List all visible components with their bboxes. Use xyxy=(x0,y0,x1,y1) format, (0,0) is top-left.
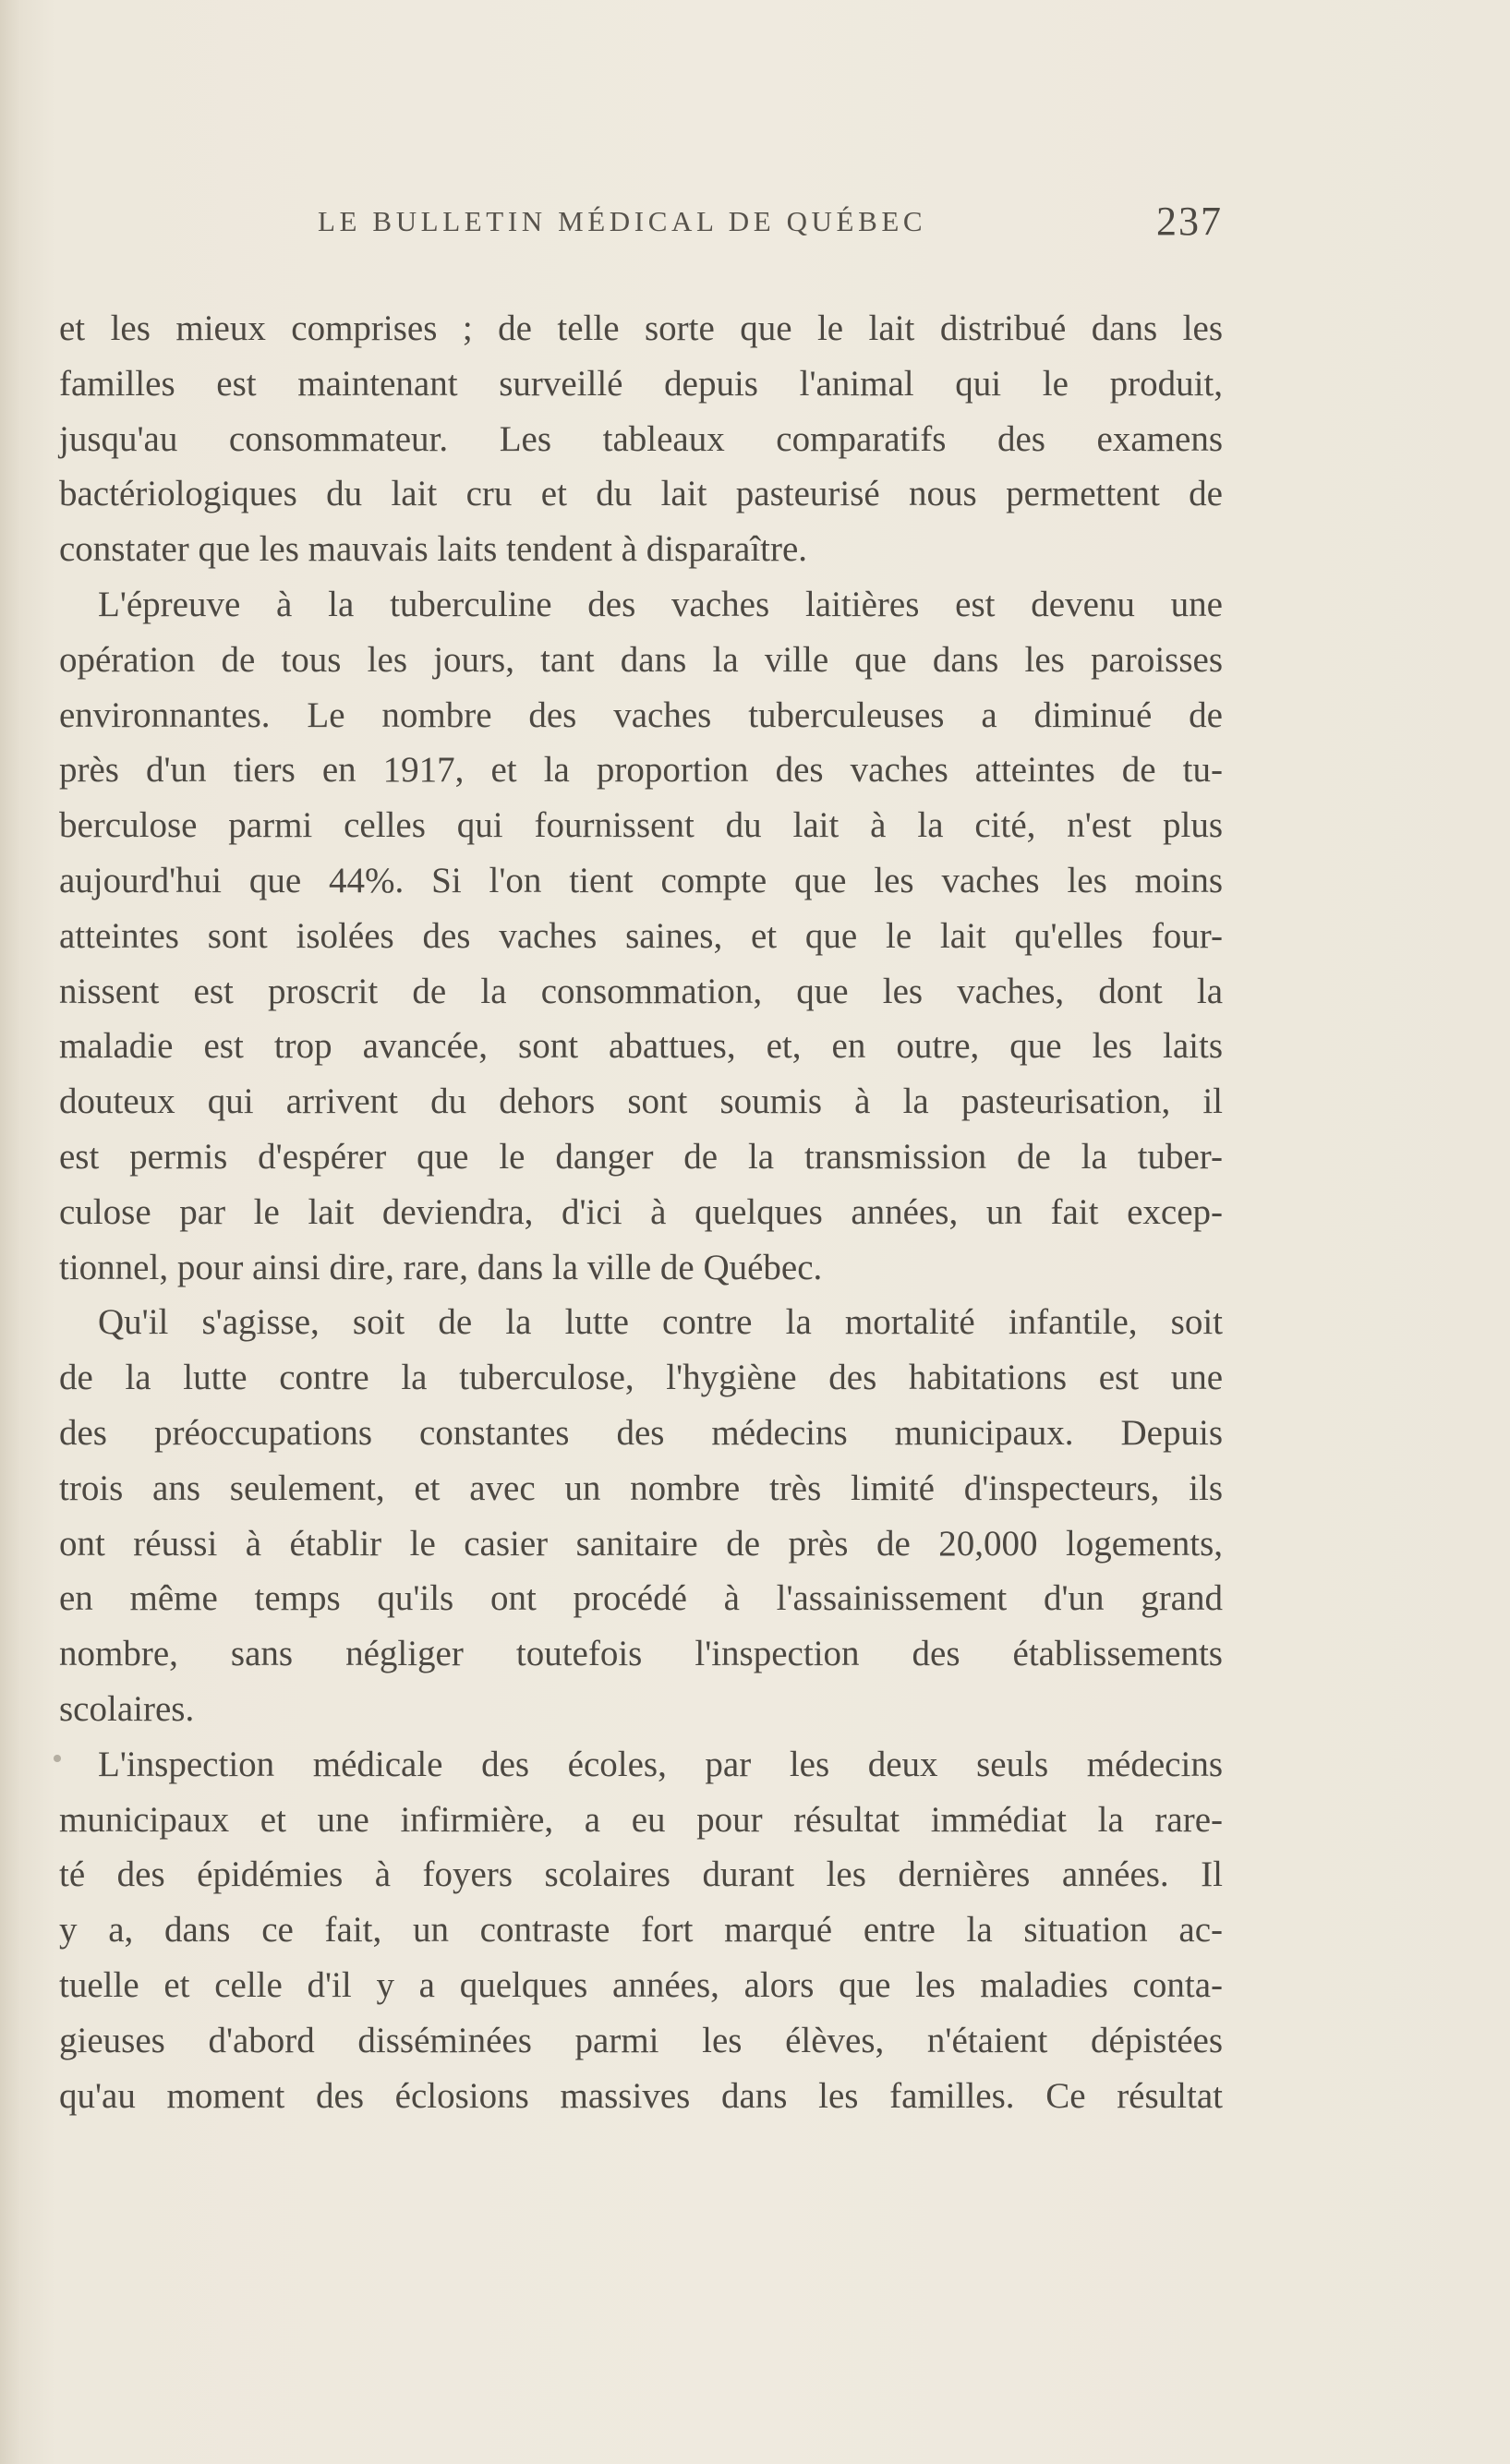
text-line: environnantes. Le nombre des vaches tuberculeuses a diminué de xyxy=(59,695,1223,735)
text-line: et les mieux comprises ; de telle sorte que le lait distribué dans les xyxy=(59,308,1223,348)
text-line: est permis d'espérer que le danger de la transmission de la tuber- xyxy=(59,1136,1223,1177)
text-line: L'épreuve à la tuberculine des vaches laitières est devenu une xyxy=(98,584,1223,624)
text-line: près d'un tiers en 1917, et la proportion des vaches atteintes de tu- xyxy=(59,750,1223,791)
text-line: municipaux et une infirmière, a eu pour résultat immédiat la rare- xyxy=(59,1799,1223,1840)
text-line: L'inspection médicale des écoles, par les deux seuls médecins xyxy=(98,1744,1223,1784)
text-line: ont réussi à établir le casier sanitaire de près de 20,000 logements, xyxy=(59,1523,1223,1564)
text-line: douteux qui arrivent du dehors sont soumis à la pasteurisation, il xyxy=(59,1081,1223,1122)
text-line: atteintes sont isolées des vaches saines, et que le lait qu'elles four- xyxy=(59,915,1223,956)
text-line: des préoccupations constantes des médecins municipaux. Depuis xyxy=(59,1412,1223,1453)
text-line: nissent est proscrit de la consommation, que les vaches, dont la xyxy=(59,971,1223,1011)
running-head xyxy=(318,199,1223,251)
text-line: Qu'il s'agisse, soit de la lutte contre la mortalité infantile, soit xyxy=(98,1302,1223,1343)
text-line: jusqu'au consommateur. Les tableaux comparatifs des examens xyxy=(59,418,1223,459)
text-line: aujourd'hui que 44%. Si l'on tient compte que les vaches les moins xyxy=(59,860,1223,900)
text-line: culose par le lait deviendra, d'ici à quelques années, un fait excep- xyxy=(59,1191,1223,1232)
text-line: en même temps qu'ils ont procédé à l'assainissement d'un grand xyxy=(59,1578,1223,1619)
text-line: bactériologiques du lait cru et du lait pasteurisé nous permettent de xyxy=(59,474,1223,514)
text-line: tuelle et celle d'il y a quelques années, alors que les maladies conta- xyxy=(59,1964,1223,2005)
journal-title: LE BULLETIN MÉDICAL DE QUÉBEC xyxy=(318,205,927,237)
body-text xyxy=(59,301,1223,2123)
text-line: scolaires. xyxy=(59,1688,195,1729)
text-line: qu'au moment des éclosions massives dans les familles. Ce résultat xyxy=(59,2075,1223,2116)
text-line: familles est maintenant surveillé depuis l'animal qui le produit, xyxy=(59,363,1223,404)
text-line: nombre, sans négliger toutefois l'inspection des établissements xyxy=(59,1634,1223,1674)
text-line: maladie est trop avancée, sont abattues, et, en outre, que les laits xyxy=(59,1026,1223,1067)
text-line: trois ans seulement, et avec un nombre très limité d'inspecteurs, ils xyxy=(59,1468,1223,1508)
text-line: constater que les mauvais laits tendent à disparaître. xyxy=(59,529,808,570)
ink-speck xyxy=(54,1755,61,1762)
text-line: opération de tous les jours, tant dans la ville que dans les paroisses xyxy=(59,639,1223,680)
text-line: y a, dans ce fait, un contraste fort marqué entre la situation ac- xyxy=(59,1910,1223,1951)
page-number: 237 xyxy=(1156,199,1223,244)
text-line: gieuses d'abord disséminées parmi les élèves, n'étaient dépistées xyxy=(59,2020,1223,2060)
text-line: tionnel, pour ainsi dire, rare, dans la ville de Québec. xyxy=(59,1247,823,1287)
text-line: berculose parmi celles qui fournissent du lait à la cité, n'est plus xyxy=(59,805,1223,846)
text-line: de la lutte contre la tuberculose, l'hygiène des habitations est une xyxy=(59,1358,1223,1398)
text-line: té des épidémies à foyers scolaires durant les dernières années. Il xyxy=(59,1854,1223,1895)
